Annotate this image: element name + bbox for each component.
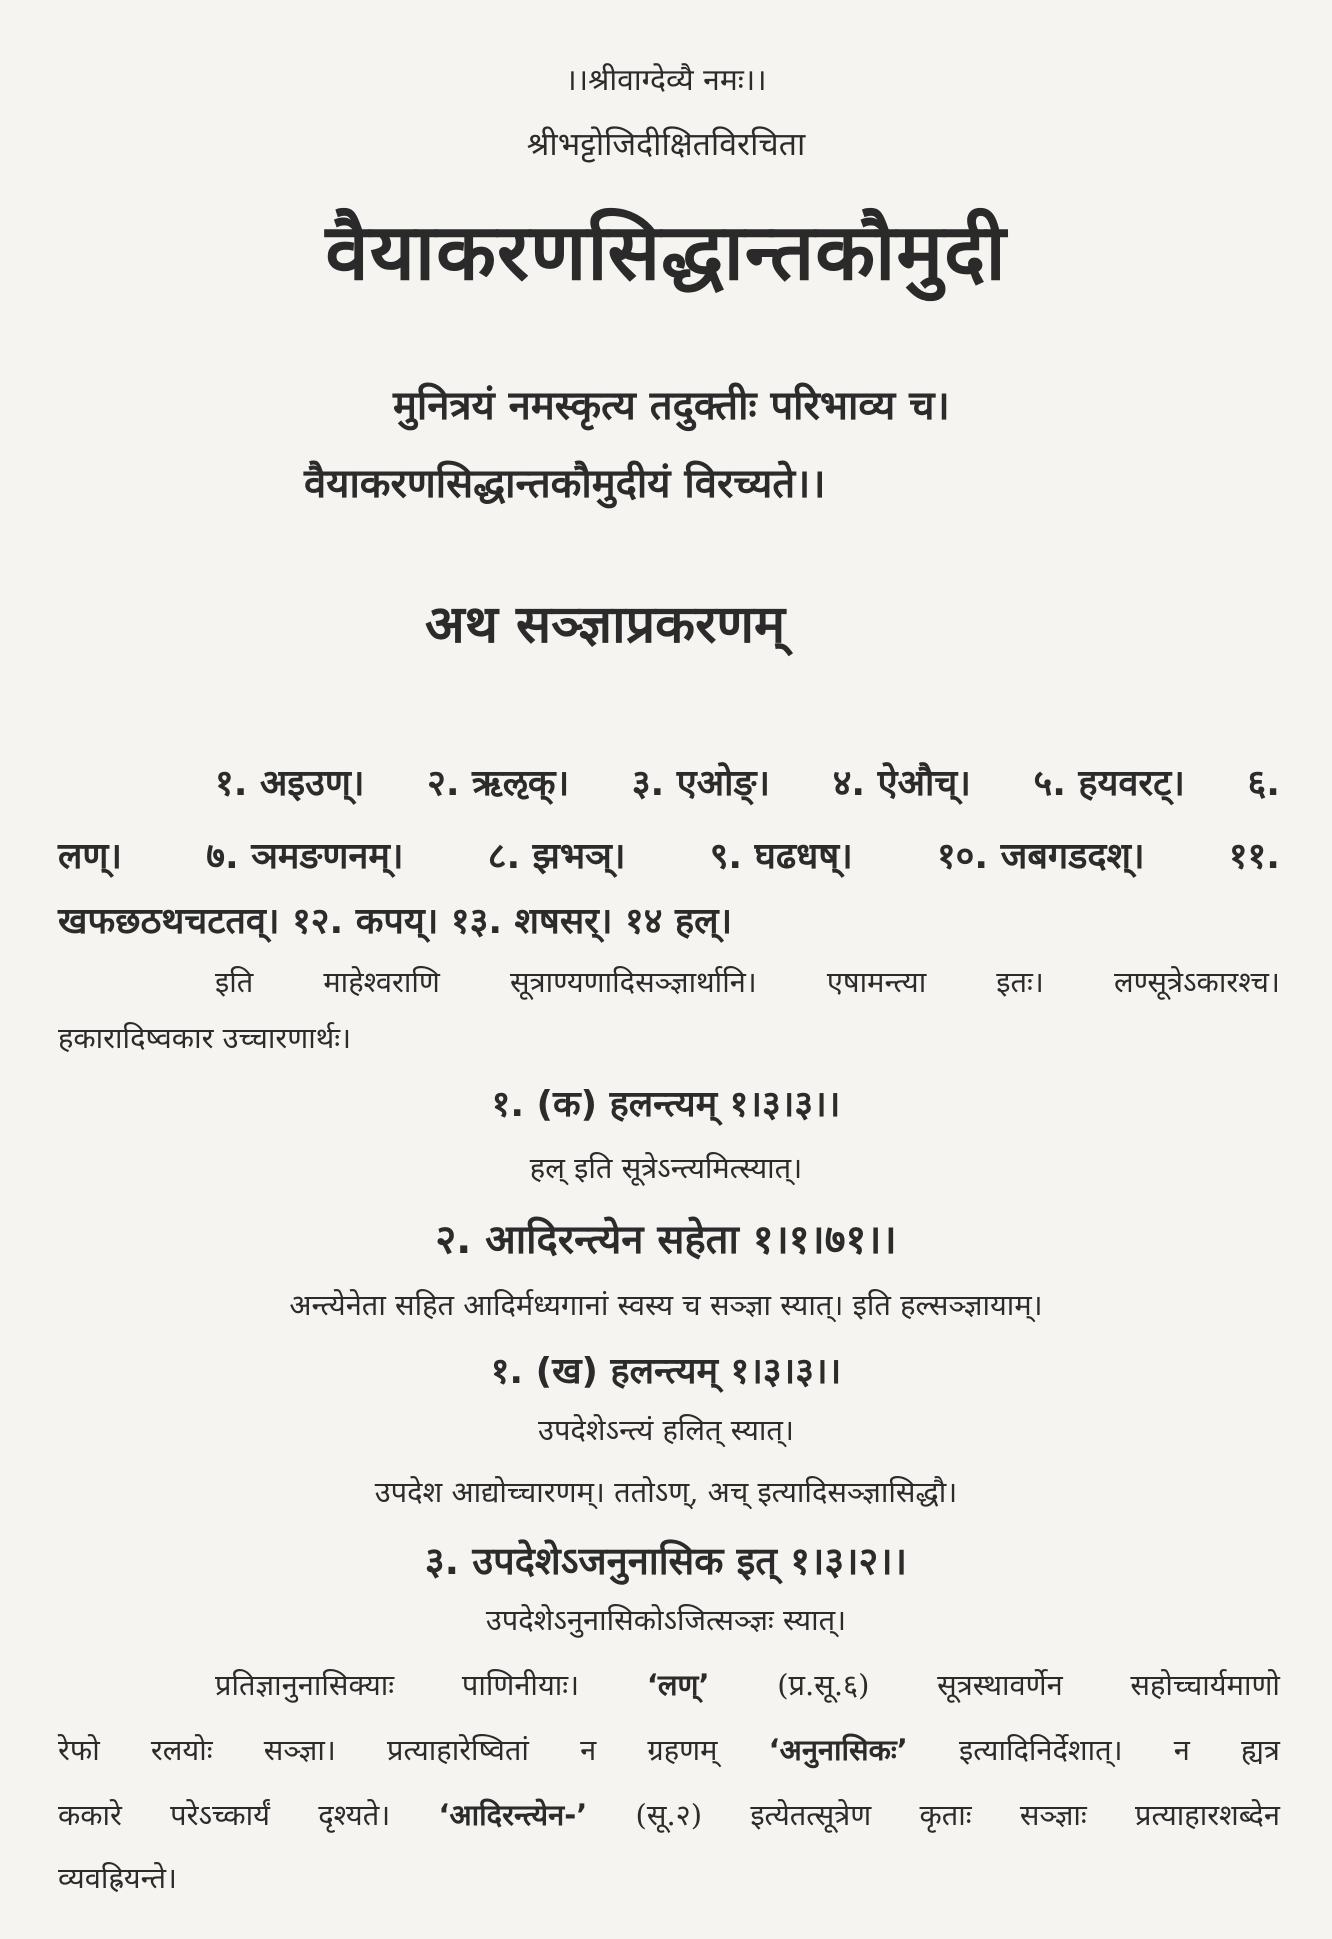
word: (सू.२) xyxy=(635,1798,703,1832)
word: न xyxy=(580,1733,597,1767)
word: रलयोः xyxy=(150,1733,213,1767)
word: प्रत्याहारशब्देन xyxy=(1135,1798,1280,1832)
verse-line-1: मुनित्रयं नमस्कृत्य तदुक्तीः परिभाव्य च। xyxy=(393,383,950,429)
word: इत्येतत्सूत्रेण xyxy=(750,1798,872,1832)
word: सहोच्चार्यमाणो xyxy=(1130,1668,1280,1702)
sutra-item: १. अइउण्। xyxy=(215,763,365,804)
sutra-heading-1a: १. (क) हलन्त्यम् १।३।३।। xyxy=(491,1084,841,1125)
word: सूत्राण्यणादिसञ्ज्ञार्थानि। xyxy=(509,965,757,999)
word: पाणिनीयाः। xyxy=(461,1668,580,1702)
word: इतः। xyxy=(996,965,1044,999)
sutra-item: २. ऋऌक्। xyxy=(427,763,570,804)
maheshvara-sutras-row-3: खफछठथचटतव्। १२. कपय्। १३. शषसर्। १४ हल्। xyxy=(58,901,733,942)
sutra-item: ८. झभञ्। xyxy=(487,836,626,877)
word: सूत्रस्थावर्णेन xyxy=(937,1668,1063,1702)
word: सञ्ज्ञा। xyxy=(263,1733,336,1767)
word: सञ्ज्ञाः xyxy=(1019,1798,1087,1832)
maheshvara-sutras-row-1 xyxy=(215,757,1280,806)
quoted-term: ‘लण्’ xyxy=(646,1668,710,1702)
word: ककारे xyxy=(58,1798,122,1832)
sutra-heading-2: २. आदिरन्त्येन सहेता १।१।७१।। xyxy=(435,1217,897,1263)
word: प्रत्याहारेष्वितां xyxy=(387,1733,529,1767)
sutra-gloss-1b-extra: उपदेश आद्योच्चारणम्। ततोऽण्, अच् इत्यादिसञ्ज्ञासिद्धौ। xyxy=(374,1475,958,1509)
commentary-2-line-4: व्यवह्रियन्ते। xyxy=(58,1861,178,1895)
sutra-item: ७. ञमङणनम्। xyxy=(206,836,404,877)
word: कृताः xyxy=(919,1798,972,1832)
commentary-2-line-3 xyxy=(58,1795,1280,1834)
word: रेफो xyxy=(58,1733,100,1767)
word: ग्रहणम् xyxy=(647,1733,718,1767)
commentary-1-line-1 xyxy=(215,962,1280,1001)
word: एषामन्त्या xyxy=(826,965,927,999)
maheshvara-sutras-row-2 xyxy=(58,830,1280,879)
section-heading: अथ सञ्ज्ञाप्रकरणम् xyxy=(425,595,786,655)
book-title: वैयाकरणसिद्धान्तकौमुदी xyxy=(325,208,1007,298)
sutra-item: ३. एओङ्। xyxy=(631,763,771,804)
word: इत्यादिनिर्देशात्। xyxy=(958,1733,1123,1767)
word: परेऽच्कार्यं xyxy=(170,1798,270,1832)
word: प्रतिज्ञानुनासिक्याः xyxy=(215,1668,395,1702)
word: ह्यत्र xyxy=(1241,1733,1280,1767)
sutra-item: ४. ऐऔच्। xyxy=(832,763,971,804)
word: न xyxy=(1173,1733,1190,1767)
author-line: श्रीभट्टोजिदीक्षितविरचिता xyxy=(526,125,806,163)
sutra-item: ५. हयवरट्। xyxy=(1033,763,1185,804)
sutra-gloss-3: उपदेशेऽनुनासिकोऽजित्सञ्ज्ञः स्यात्। xyxy=(485,1603,847,1637)
sutra-heading-3: ३. उपदेशेऽजनुनासिक इत् १।३।२।। xyxy=(424,1539,908,1583)
word: दृश्यते। xyxy=(318,1798,391,1832)
word: लण्सूत्रेऽकारश्च। xyxy=(1113,965,1280,999)
word: (प्र.सू.६) xyxy=(777,1668,870,1702)
quoted-term: ‘अनुनासिकः’ xyxy=(768,1733,908,1767)
quoted-term: ‘आदिरन्त्येन-’ xyxy=(438,1798,588,1832)
sutra-heading-1b: १. (ख) हलन्त्यम् १।३।३।। xyxy=(490,1351,842,1392)
sutra-item: ९. घढधष्। xyxy=(709,836,853,877)
sutra-gloss-1a: हल् इति सूत्रेऽन्त्यमित्स्यात्। xyxy=(529,1151,803,1185)
commentary-2-line-1 xyxy=(215,1665,1280,1704)
sutra-item: १०. जबगडदश्। xyxy=(936,836,1145,877)
invocation-line: ।।श्रीवाग्देव्यै नमः।। xyxy=(565,63,767,98)
sutra-item: ६. xyxy=(1247,763,1280,804)
sutra-item: लण्। xyxy=(58,836,123,877)
verse-line-2: वैयाकरणसिद्धान्तकौमुदीयं विरच्यते।। xyxy=(304,461,826,507)
commentary-2-line-2 xyxy=(58,1730,1280,1769)
word: माहेश्वराणि xyxy=(323,965,440,999)
word: इति xyxy=(215,965,254,999)
sutra-gloss-2: अन्त्येनेता सहित आदिर्मध्यगानां स्वस्य च सञ्ज्ञा स्यात्। इति हल्सञ्ज्ञायाम्। xyxy=(289,1288,1043,1322)
sutra-item: ११. xyxy=(1228,836,1280,877)
commentary-1-line-2: हकारादिष्वकार उच्चारणार्थः। xyxy=(58,1021,352,1055)
sutra-gloss-1b: उपदेशेऽन्त्यं हलित् स्यात्। xyxy=(538,1413,794,1447)
bleed-through-text xyxy=(230,18,238,48)
